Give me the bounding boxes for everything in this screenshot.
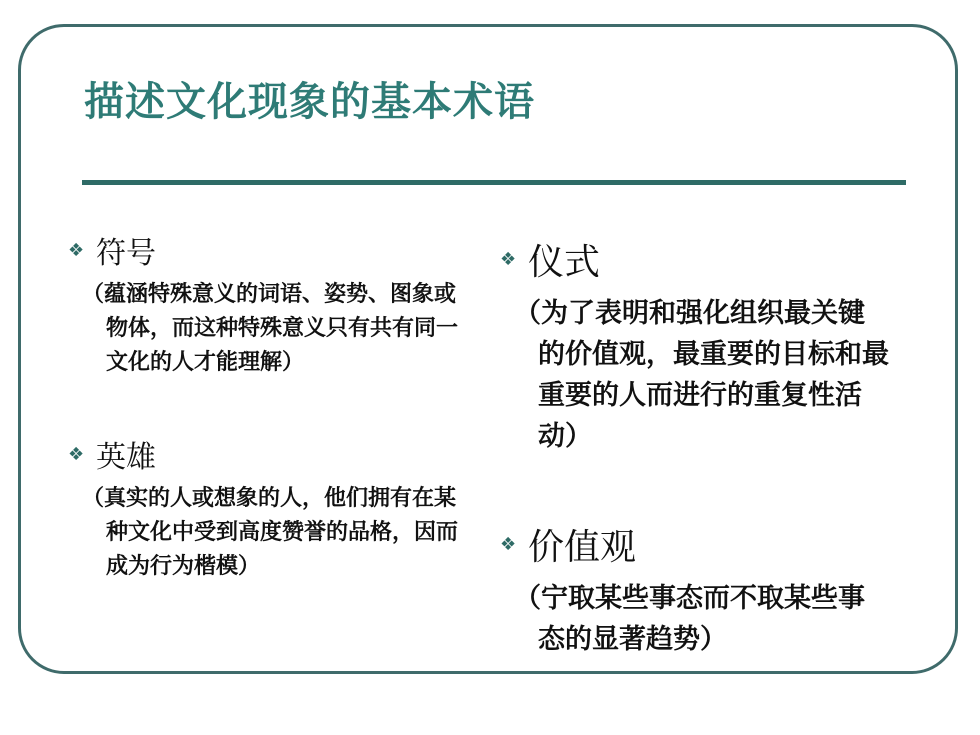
term-heading: 价值观 <box>528 527 637 568</box>
term-description: （蕴涵特殊意义的词语、姿势、图象或物体，而这种特殊意义只有共有同一文化的人才能理解） <box>82 282 459 375</box>
term-heading: 符号 <box>96 236 156 271</box>
term-symbol <box>68 228 468 380</box>
right-column <box>500 234 890 660</box>
diamond-bullet-icon: ❖ <box>500 534 517 555</box>
diamond-bullet-icon: ❖ <box>500 249 517 270</box>
title-divider <box>82 180 906 185</box>
term-description: （为了表明和强化组织最关键的价值观，最重要的目标和最重要的人而进行的重复性活动） <box>514 298 889 452</box>
term-description: （宁取某些事态而不取某些事态的显著趋势） <box>514 583 865 655</box>
term-values <box>500 519 890 660</box>
slide-title: 描述文化现象的基本术语 <box>84 79 535 125</box>
diamond-bullet-icon: ❖ <box>68 443 85 465</box>
diamond-bullet-icon: ❖ <box>68 239 85 261</box>
left-column <box>68 228 468 584</box>
term-hero <box>68 432 468 584</box>
term-heading: 英雄 <box>96 440 156 475</box>
term-heading: 仪式 <box>528 242 601 283</box>
term-description: （真实的人或想象的人，他们拥有在某种文化中受到高度赞誉的品格，因而成为行为楷模） <box>82 486 459 579</box>
term-ritual <box>500 234 890 457</box>
